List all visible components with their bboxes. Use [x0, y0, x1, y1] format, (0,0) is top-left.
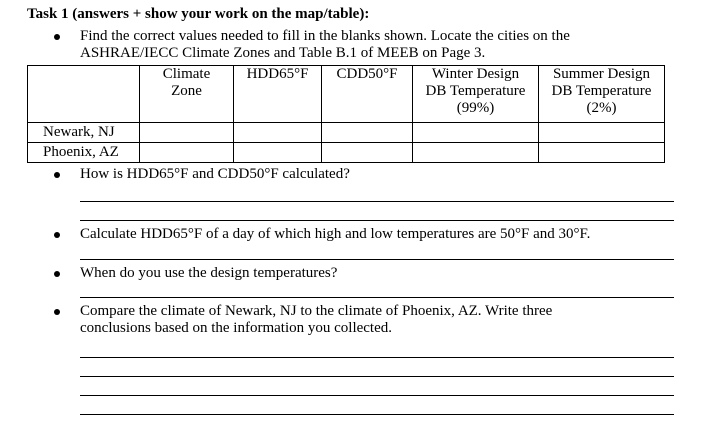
answer-line[interactable] — [80, 376, 674, 377]
instruction-line-2: ASHRAE/IECC Climate Zones and Table B.1 of MEEB on Page 3. — [80, 45, 486, 61]
bullet-icon — [54, 232, 60, 238]
table-row — [28, 143, 665, 163]
bullet-icon — [54, 271, 60, 277]
question-text: When do you use the design temperatures? — [80, 265, 338, 281]
answer-line[interactable] — [80, 395, 674, 396]
answer-cell-winter-db[interactable] — [413, 123, 539, 143]
answer-cell-climate-zone[interactable] — [140, 143, 234, 163]
header-text: HDD65°F — [246, 66, 309, 82]
header-text: Climate — [162, 66, 211, 82]
question-text: Compare the climate of Newark, NJ to the climate of Phoenix, AZ. Write three — [80, 303, 553, 319]
answer-line[interactable] — [80, 259, 674, 260]
answer-cell-hdd[interactable] — [234, 143, 322, 163]
question-text: Calculate HDD65°F of a day of which high and low temperatures are 50°F and 30°F. — [80, 226, 591, 242]
header-cell-summer-design — [539, 66, 665, 123]
bullet-icon — [54, 172, 60, 178]
table-row — [28, 123, 665, 143]
bullet-icon — [54, 309, 60, 315]
question-text: How is HDD65°F and CDD50°F calculated? — [80, 166, 350, 182]
answer-line[interactable] — [80, 297, 674, 298]
header-cell-cdd — [322, 66, 413, 123]
city-cell: Phoenix, AZ — [28, 143, 140, 163]
instruction-line-1: Find the correct values needed to fill in the blanks shown. Locate the cities on the — [80, 28, 570, 44]
answer-cell-summer-db[interactable] — [539, 123, 665, 143]
header-cell-hdd — [234, 66, 322, 123]
answer-line[interactable] — [80, 220, 674, 221]
header-text: Winter Design — [431, 66, 520, 82]
answer-cell-summer-db[interactable] — [539, 143, 665, 163]
answer-cell-winter-db[interactable] — [413, 143, 539, 163]
bullet-icon — [54, 34, 60, 40]
header-text: (99%) — [456, 100, 495, 116]
header-text: DB Temperature — [425, 83, 526, 99]
answer-cell-cdd[interactable] — [322, 143, 413, 163]
answer-cell-climate-zone[interactable] — [140, 123, 234, 143]
header-text: Summer Design — [552, 66, 651, 82]
header-cell-winter-design — [413, 66, 539, 123]
answer-cell-cdd[interactable] — [322, 123, 413, 143]
answer-line[interactable] — [80, 201, 674, 202]
header-text: Zone — [171, 83, 202, 99]
city-cell: Newark, NJ — [28, 123, 140, 143]
answer-line[interactable] — [80, 357, 674, 358]
header-cell-blank — [28, 66, 140, 123]
question-text: conclusions based on the information you collected. — [80, 320, 393, 336]
table-header-row — [28, 66, 665, 123]
task-title: Task 1 (answers + show your work on the map/table): — [27, 6, 370, 22]
answer-line[interactable] — [80, 414, 674, 415]
header-text: (2%) — [586, 100, 617, 116]
climate-table — [27, 65, 665, 163]
header-text: CDD50°F — [336, 66, 398, 82]
answer-cell-hdd[interactable] — [234, 123, 322, 143]
header-text: DB Temperature — [551, 83, 652, 99]
header-cell-climate-zone — [140, 66, 234, 123]
